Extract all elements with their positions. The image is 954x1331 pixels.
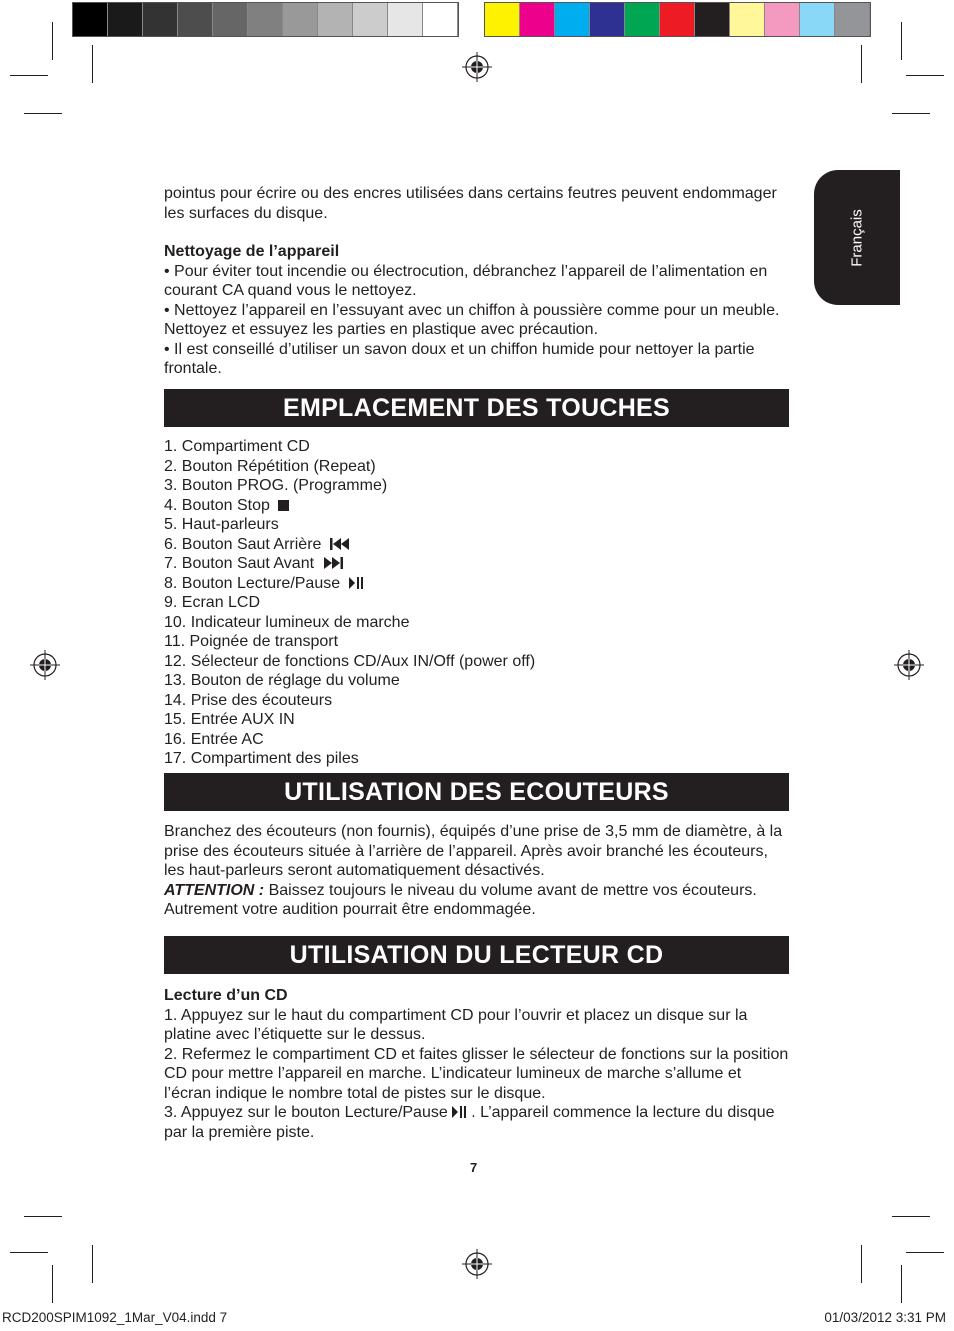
section-button-locations bbox=[164, 389, 789, 769]
color-swatch bbox=[800, 3, 835, 36]
cd-subtitle: Lecture d’un CD bbox=[164, 987, 288, 1004]
section-cd-player bbox=[164, 936, 789, 1142]
registration-mark-icon bbox=[462, 52, 492, 82]
color-swatch bbox=[765, 3, 800, 36]
color-swatch bbox=[520, 3, 555, 36]
page-number: 7 bbox=[470, 1160, 478, 1175]
cd-step: 3. Appuyez sur le bouton Lecture/Pause . L’appareil commence la lecture du disque par la première piste. bbox=[164, 1104, 775, 1141]
attention-text: Baissez toujours le niveau du volume avant de mettre vos écouteurs. Autrement votre audition pourrait être endommagée. bbox=[164, 881, 757, 918]
footer-file: RCD200SPIM1092_1Mar_V04.indd 7 bbox=[2, 1310, 228, 1325]
color-swatch bbox=[695, 3, 730, 36]
cd-step: 1. Appuyez sur le haut du compartiment CD pour l’ouvrir et placez un disque sur la platine avec l’étiquette sur le dessus. bbox=[164, 1006, 748, 1043]
list-item: 2. Bouton Répétition (Repeat) bbox=[164, 457, 376, 475]
color-swatch bbox=[248, 3, 283, 36]
language-tab-label: Français bbox=[848, 208, 866, 267]
list-item: 13. Bouton de réglage du volume bbox=[164, 672, 400, 689]
intro-text: pointus pour écrire ou des encres utilisées dans certains feutres peuvent endommager les surfaces du disque. bbox=[164, 185, 777, 222]
list-item: 12. Sélecteur de fonctions CD/Aux IN/Off (power off) bbox=[164, 652, 536, 670]
cd-step: 2. Refermez le compartiment CD et faites glisser le sélecteur de fonctions sur la position CD pour mettre l’appareil en marche. L’indicateur lumineux de marche s’allume et l’écran indique le nombre total de pistes sur le disque. bbox=[164, 1045, 789, 1102]
color-swatch bbox=[178, 3, 213, 36]
crop-mark bbox=[92, 1245, 93, 1283]
list-item: 16. Entrée AC bbox=[164, 730, 264, 748]
list-item: 6. Bouton Saut Arrière bbox=[164, 535, 789, 555]
list-item: 5. Haut-parleurs bbox=[164, 516, 279, 533]
play-pause-icon bbox=[348, 576, 364, 590]
section-heading: UTILISATION DES ECOUTEURS bbox=[164, 773, 789, 811]
color-swatch bbox=[108, 3, 143, 36]
cleaning-bullet: • Il est conseillé d’utiliser un savon doux et un chiffon humide pour nettoyer la partie frontale. bbox=[164, 340, 755, 377]
crop-mark bbox=[10, 1252, 48, 1253]
button-list bbox=[164, 437, 789, 769]
registration-mark-icon bbox=[30, 650, 60, 680]
color-swatch bbox=[625, 3, 660, 36]
process-color-bar bbox=[484, 2, 871, 37]
crop-mark bbox=[861, 45, 862, 83]
crop-mark bbox=[901, 1265, 902, 1303]
crop-mark bbox=[892, 1216, 930, 1217]
registration-mark-icon bbox=[462, 1249, 492, 1279]
section-heading: UTILISATION DU LECTEUR CD bbox=[164, 936, 789, 974]
crop-mark bbox=[10, 75, 48, 76]
crop-mark bbox=[861, 1245, 862, 1283]
color-swatch bbox=[143, 3, 178, 36]
section-headphones bbox=[164, 773, 789, 920]
headphones-text: Branchez des écouteurs (non fournis), équipés d’une prise de 3,5 mm de diamètre, à la prise des écouteurs située à l’arrière de l’appareil. Après avoir branché les écouteurs, les haut-parleurs seront automatiquement désactivés. ATTENTION : Baissez toujours le niveau du volume avant de mettre vos écouteurs. Autrement votre audition pourrait être endommagée. bbox=[164, 823, 783, 918]
list-item: 15. Entrée AUX IN bbox=[164, 711, 295, 728]
list-item: 3. Bouton PROG. (Programme) bbox=[164, 477, 388, 494]
list-item: 9. Ecran LCD bbox=[164, 594, 261, 611]
color-swatch bbox=[318, 3, 353, 36]
color-swatch bbox=[660, 3, 695, 36]
stop-icon bbox=[277, 499, 290, 512]
language-tab bbox=[814, 170, 900, 305]
color-swatch bbox=[423, 3, 458, 36]
color-swatch bbox=[388, 3, 423, 36]
list-item: 7. Bouton Saut Avant bbox=[164, 554, 789, 574]
list-item: 8. Bouton Lecture/Pause bbox=[164, 574, 789, 594]
footer-date: 01/03/2012 3:31 PM bbox=[824, 1310, 946, 1325]
color-swatch bbox=[353, 3, 388, 36]
color-swatch bbox=[283, 3, 318, 36]
crop-mark bbox=[24, 1216, 62, 1217]
list-item: 17. Compartiment des piles bbox=[164, 750, 359, 767]
color-swatch bbox=[73, 3, 108, 36]
cleaning-bullet: • Pour éviter tout incendie ou électrocution, débranchez l’appareil de l’alimentation en courant CA quand vous le nettoyez. bbox=[164, 262, 768, 299]
crop-mark bbox=[906, 1252, 944, 1253]
grayscale-color-bar bbox=[72, 2, 459, 37]
color-swatch bbox=[835, 3, 870, 36]
list-item: 11. Poignée de transport bbox=[164, 633, 339, 650]
crop-mark bbox=[92, 45, 93, 83]
skip-forward-icon bbox=[322, 556, 344, 570]
list-item: 4. Bouton Stop bbox=[164, 496, 789, 516]
color-swatch bbox=[590, 3, 625, 36]
crop-mark bbox=[901, 22, 902, 60]
skip-back-icon bbox=[329, 537, 351, 551]
crop-mark bbox=[52, 22, 53, 60]
crop-mark bbox=[52, 1265, 53, 1303]
crop-mark bbox=[892, 113, 930, 114]
intro-block bbox=[164, 184, 789, 223]
cleaning-bullet: • Nettoyez l’appareil en l’essuyant avec un chiffon à poussière comme pour un meuble. Nettoyez et essuyez les parties en plastique avec précaution. bbox=[164, 301, 780, 338]
crop-mark bbox=[906, 75, 944, 76]
color-swatch bbox=[213, 3, 248, 36]
list-item: 14. Prise des écouteurs bbox=[164, 691, 333, 709]
cleaning-title: Nettoyage de l’appareil bbox=[164, 243, 340, 260]
cleaning-block bbox=[164, 242, 789, 379]
section-heading: EMPLACEMENT DES TOUCHES bbox=[164, 389, 789, 427]
list-item: 1. Compartiment CD bbox=[164, 438, 310, 455]
crop-mark bbox=[24, 113, 62, 114]
registration-mark-icon bbox=[894, 650, 924, 680]
color-swatch bbox=[485, 3, 520, 36]
color-swatch bbox=[730, 3, 765, 36]
color-swatch bbox=[555, 3, 590, 36]
list-item: 10. Indicateur lumineux de marche bbox=[164, 613, 410, 631]
play-pause-icon bbox=[451, 1105, 467, 1119]
attention-label: ATTENTION : bbox=[164, 881, 265, 899]
